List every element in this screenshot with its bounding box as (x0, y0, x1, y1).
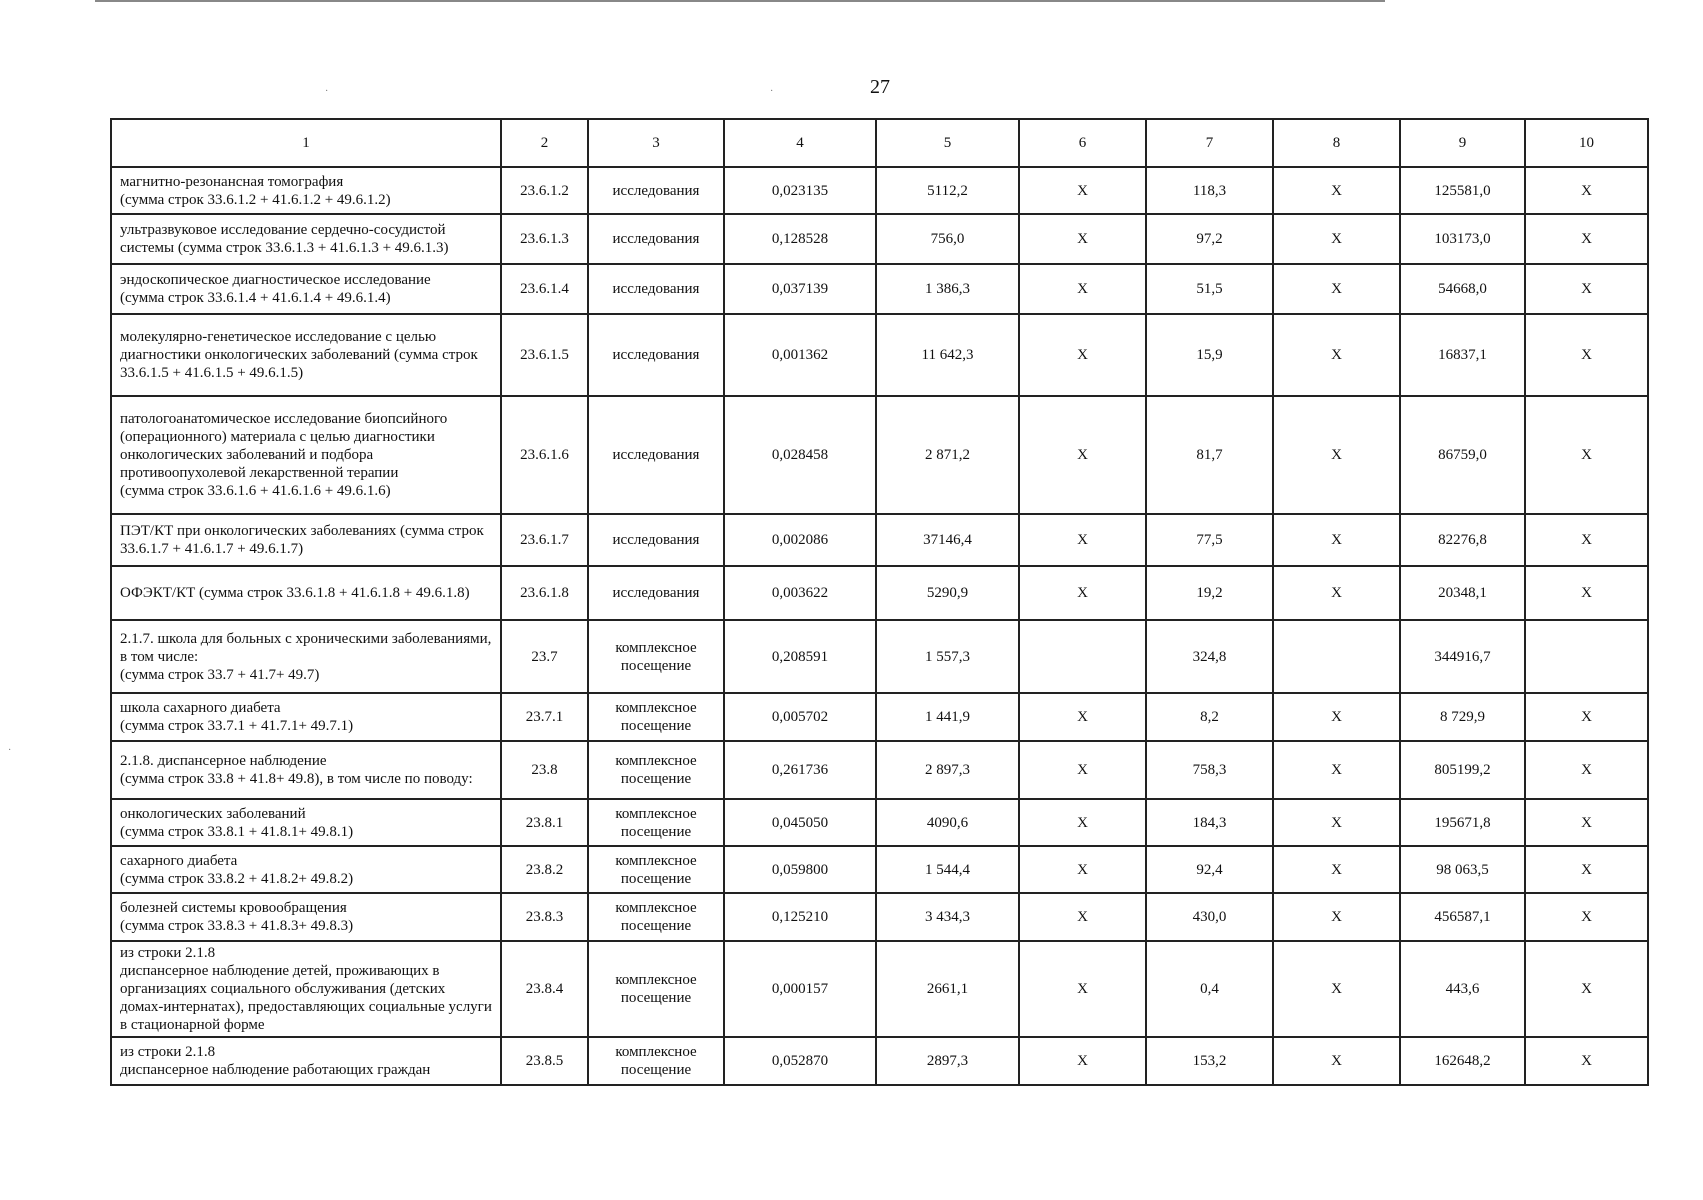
table-cell-col-7: 184,3 (1146, 799, 1273, 846)
table-cell-col-7: 97,2 (1146, 214, 1273, 264)
top-rule (95, 0, 1385, 2)
table-cell-col-4: 0,000157 (724, 941, 876, 1037)
table-cell-col-5: 756,0 (876, 214, 1019, 264)
table-cell-col-10: Х (1525, 799, 1648, 846)
header-cell-1: 1 (111, 119, 501, 167)
table-cell-col-3: исследования (588, 167, 724, 214)
table-cell-col-1: эндоскопическое диагностическое исследование (сумма строк 33.6.1.4 + 41.6.1.4 + 49.6.1.4) (111, 264, 501, 314)
table-cell-col-4: 0,261736 (724, 741, 876, 799)
table-cell-col-3: комплексное посещение (588, 941, 724, 1037)
table-cell-col-4: 0,208591 (724, 620, 876, 693)
table-row (111, 941, 1648, 1037)
table-row (111, 264, 1648, 314)
table-cell-col-6: Х (1019, 566, 1146, 620)
table-cell-col-9: 195671,8 (1400, 799, 1525, 846)
header-cell-2: 2 (501, 119, 588, 167)
header-cell-10: 10 (1525, 119, 1648, 167)
table-cell-col-9: 456587,1 (1400, 893, 1525, 941)
table-cell-col-4: 0,003622 (724, 566, 876, 620)
table-cell-col-9: 20348,1 (1400, 566, 1525, 620)
table-cell-col-1: 2.1.7. школа для больных с хроническими заболеваниями, в том числе: (сумма строк 33.7 + 41.7+ 49.7) (111, 620, 501, 693)
table-cell-col-3: комплексное посещение (588, 693, 724, 741)
table-cell-col-5: 2897,3 (876, 1037, 1019, 1085)
table-cell-col-3: комплексное посещение (588, 893, 724, 941)
table-cell-col-4: 0,001362 (724, 314, 876, 396)
table-row (111, 1037, 1648, 1085)
table-cell-col-10: Х (1525, 566, 1648, 620)
table-cell-col-3: исследования (588, 514, 724, 566)
table-cell-col-5: 5290,9 (876, 566, 1019, 620)
header-cell-7: 7 (1146, 119, 1273, 167)
table-cell-col-1: патологоанатомическое исследование биопсийного (операционного) материала с целью диагностики онкологических заболеваний и подбора противоопухолевой лекарственной терапии (сумма строк 33.6.1.6 + 41.6.1.6 + 49.6.1.6) (111, 396, 501, 514)
table-cell-col-7: 8,2 (1146, 693, 1273, 741)
table-cell-col-8: Х (1273, 741, 1400, 799)
table-cell-col-4: 0,045050 (724, 799, 876, 846)
table-cell-col-2: 23.8.2 (501, 846, 588, 893)
table-cell-col-6: Х (1019, 396, 1146, 514)
table-row (111, 167, 1648, 214)
table-cell-col-10: Х (1525, 893, 1648, 941)
table-cell-col-8: Х (1273, 396, 1400, 514)
table-row (111, 693, 1648, 741)
table-cell-col-9: 443,6 (1400, 941, 1525, 1037)
header-cell-5: 5 (876, 119, 1019, 167)
header-row (111, 119, 1648, 167)
table-cell-col-4: 0,037139 (724, 264, 876, 314)
table-cell-col-1: сахарного диабета (сумма строк 33.8.2 + 41.8.2+ 49.8.2) (111, 846, 501, 893)
table-cell-col-7: 92,4 (1146, 846, 1273, 893)
table-cell-col-3: исследования (588, 566, 724, 620)
table-cell-col-9: 162648,2 (1400, 1037, 1525, 1085)
table-cell-col-1: из строки 2.1.8 диспансерное наблюдение детей, проживающих в организациях социального обслуживания (детских домах-интернатах), предоставляющих социальные услуги в стационарной форме (111, 941, 501, 1037)
table-cell-col-2: 23.8.1 (501, 799, 588, 846)
table-cell-col-8: Х (1273, 314, 1400, 396)
table-cell-col-10: Х (1525, 167, 1648, 214)
table-cell-col-8: Х (1273, 167, 1400, 214)
table-cell-col-5: 4090,6 (876, 799, 1019, 846)
scan-speck: · (325, 86, 329, 97)
table-cell-col-8: Х (1273, 514, 1400, 566)
table-cell-col-4: 0,005702 (724, 693, 876, 741)
table-cell-col-7: 77,5 (1146, 514, 1273, 566)
table-cell-col-10: Х (1525, 314, 1648, 396)
table-cell-col-3: комплексное посещение (588, 741, 724, 799)
table-cell-col-3: исследования (588, 264, 724, 314)
table-cell-col-5: 1 441,9 (876, 693, 1019, 741)
table-cell-col-10: Х (1525, 514, 1648, 566)
table-cell-col-4: 0,125210 (724, 893, 876, 941)
table-cell-col-1: ультразвуковое исследование сердечно-сосудистой системы (сумма строк 33.6.1.3 + 41.6.1.3 + 49.6.1.3) (111, 214, 501, 264)
table-cell-col-9: 16837,1 (1400, 314, 1525, 396)
table-row (111, 893, 1648, 941)
table-row (111, 396, 1648, 514)
table-cell-col-5: 2 897,3 (876, 741, 1019, 799)
table-cell-col-2: 23.6.1.8 (501, 566, 588, 620)
table-cell-col-4: 0,052870 (724, 1037, 876, 1085)
table-row (111, 846, 1648, 893)
table-cell-col-9: 805199,2 (1400, 741, 1525, 799)
table-cell-col-7: 324,8 (1146, 620, 1273, 693)
table-cell-col-4: 0,128528 (724, 214, 876, 264)
table-cell-col-8 (1273, 620, 1400, 693)
table-cell-col-6: Х (1019, 741, 1146, 799)
table-cell-col-10: Х (1525, 264, 1648, 314)
table-cell-col-6: Х (1019, 941, 1146, 1037)
table-cell-col-2: 23.8 (501, 741, 588, 799)
header-cell-9: 9 (1400, 119, 1525, 167)
table-row (111, 741, 1648, 799)
table-cell-col-7: 430,0 (1146, 893, 1273, 941)
table-cell-col-8: Х (1273, 799, 1400, 846)
table-cell-col-2: 23.8.3 (501, 893, 588, 941)
table-cell-col-10 (1525, 620, 1648, 693)
table-cell-col-3: исследования (588, 396, 724, 514)
page-number: 27 (870, 76, 890, 98)
table-cell-col-2: 23.7 (501, 620, 588, 693)
table-cell-col-6: Х (1019, 214, 1146, 264)
table-cell-col-7: 19,2 (1146, 566, 1273, 620)
data-table (110, 118, 1649, 1086)
table-cell-col-3: комплексное посещение (588, 846, 724, 893)
table-cell-col-9: 98 063,5 (1400, 846, 1525, 893)
table-cell-col-1: ОФЭКТ/КТ (сумма строк 33.6.1.8 + 41.6.1.8 + 49.6.1.8) (111, 566, 501, 620)
table-cell-col-8: Х (1273, 214, 1400, 264)
table-row (111, 514, 1648, 566)
table-cell-col-6: Х (1019, 314, 1146, 396)
table-cell-col-1: магнитно-резонансная томография (сумма строк 33.6.1.2 + 41.6.1.2 + 49.6.1.2) (111, 167, 501, 214)
table-cell-col-5: 1 557,3 (876, 620, 1019, 693)
table-cell-col-7: 51,5 (1146, 264, 1273, 314)
table-cell-col-3: комплексное посещение (588, 620, 724, 693)
table-cell-col-2: 23.6.1.3 (501, 214, 588, 264)
table-cell-col-8: Х (1273, 941, 1400, 1037)
table-cell-col-5: 5112,2 (876, 167, 1019, 214)
table-cell-col-5: 2661,1 (876, 941, 1019, 1037)
header-cell-6: 6 (1019, 119, 1146, 167)
table-cell-col-7: 118,3 (1146, 167, 1273, 214)
table-cell-col-8: Х (1273, 846, 1400, 893)
table-cell-col-10: Х (1525, 741, 1648, 799)
table-cell-col-7: 81,7 (1146, 396, 1273, 514)
table-cell-col-10: Х (1525, 941, 1648, 1037)
table-cell-col-8: Х (1273, 1037, 1400, 1085)
table-cell-col-9: 344916,7 (1400, 620, 1525, 693)
table-row (111, 314, 1648, 396)
table-cell-col-6: Х (1019, 514, 1146, 566)
table-cell-col-7: 15,9 (1146, 314, 1273, 396)
table-cell-col-1: болезней системы кровообращения (сумма строк 33.8.3 + 41.8.3+ 49.8.3) (111, 893, 501, 941)
table-cell-col-6: Х (1019, 846, 1146, 893)
header-cell-3: 3 (588, 119, 724, 167)
table-row (111, 566, 1648, 620)
table-cell-col-6: Х (1019, 1037, 1146, 1085)
table-cell-col-5: 37146,4 (876, 514, 1019, 566)
table-cell-col-9: 8 729,9 (1400, 693, 1525, 741)
table-cell-col-2: 23.6.1.5 (501, 314, 588, 396)
table-cell-col-7: 0,4 (1146, 941, 1273, 1037)
table-cell-col-3: исследования (588, 314, 724, 396)
table-cell-col-9: 103173,0 (1400, 214, 1525, 264)
table-cell-col-5: 1 386,3 (876, 264, 1019, 314)
table-cell-col-2: 23.7.1 (501, 693, 588, 741)
scan-speck: · (770, 86, 774, 97)
table-cell-col-5: 1 544,4 (876, 846, 1019, 893)
table-cell-col-1: школа сахарного диабета (сумма строк 33.7.1 + 41.7.1+ 49.7.1) (111, 693, 501, 741)
table-cell-col-2: 23.8.4 (501, 941, 588, 1037)
header-cell-4: 4 (724, 119, 876, 167)
table-cell-col-8: Х (1273, 893, 1400, 941)
table-row (111, 214, 1648, 264)
table-cell-col-1: ПЭТ/КТ при онкологических заболеваниях (сумма строк 33.6.1.7 + 41.6.1.7 + 49.6.1.7) (111, 514, 501, 566)
table-cell-col-1: 2.1.8. диспансерное наблюдение (сумма строк 33.8 + 41.8+ 49.8), в том числе по поводу: (111, 741, 501, 799)
table-cell-col-3: комплексное посещение (588, 1037, 724, 1085)
table-row (111, 799, 1648, 846)
table-cell-col-9: 54668,0 (1400, 264, 1525, 314)
table-cell-col-10: Х (1525, 396, 1648, 514)
table-cell-col-4: 0,002086 (724, 514, 876, 566)
table-cell-col-3: исследования (588, 214, 724, 264)
table-cell-col-10: Х (1525, 1037, 1648, 1085)
table-cell-col-6: Х (1019, 264, 1146, 314)
table-cell-col-10: Х (1525, 846, 1648, 893)
table-cell-col-6: Х (1019, 893, 1146, 941)
table-cell-col-8: Х (1273, 566, 1400, 620)
table-cell-col-3: комплексное посещение (588, 799, 724, 846)
table-cell-col-7: 153,2 (1146, 1037, 1273, 1085)
table-cell-col-5: 2 871,2 (876, 396, 1019, 514)
table-cell-col-7: 758,3 (1146, 741, 1273, 799)
table-cell-col-4: 0,028458 (724, 396, 876, 514)
table-cell-col-4: 0,059800 (724, 846, 876, 893)
table-cell-col-9: 125581,0 (1400, 167, 1525, 214)
table-cell-col-9: 86759,0 (1400, 396, 1525, 514)
table-cell-col-2: 23.6.1.4 (501, 264, 588, 314)
table-cell-col-8: Х (1273, 264, 1400, 314)
table-cell-col-6 (1019, 620, 1146, 693)
table-cell-col-6: Х (1019, 693, 1146, 741)
table-cell-col-2: 23.8.5 (501, 1037, 588, 1085)
table-cell-col-2: 23.6.1.2 (501, 167, 588, 214)
table-cell-col-1: онкологических заболеваний (сумма строк 33.8.1 + 41.8.1+ 49.8.1) (111, 799, 501, 846)
table-cell-col-6: Х (1019, 167, 1146, 214)
table-body (111, 119, 1648, 1085)
table-cell-col-8: Х (1273, 693, 1400, 741)
table-cell-col-10: Х (1525, 693, 1648, 741)
table-cell-col-5: 3 434,3 (876, 893, 1019, 941)
table-row (111, 620, 1648, 693)
table-cell-col-6: Х (1019, 799, 1146, 846)
table-cell-col-1: из строки 2.1.8 диспансерное наблюдение работающих граждан (111, 1037, 501, 1085)
table-cell-col-2: 23.6.1.6 (501, 396, 588, 514)
scan-speck: · (8, 745, 12, 756)
table-cell-col-1: молекулярно-генетическое исследование с целью диагностики онкологических заболеваний (сумма строк 33.6.1.5 + 41.6.1.5 + 49.6.1.5) (111, 314, 501, 396)
table-cell-col-2: 23.6.1.7 (501, 514, 588, 566)
table-cell-col-9: 82276,8 (1400, 514, 1525, 566)
header-cell-8: 8 (1273, 119, 1400, 167)
table-cell-col-4: 0,023135 (724, 167, 876, 214)
table-cell-col-5: 11 642,3 (876, 314, 1019, 396)
table-cell-col-10: Х (1525, 214, 1648, 264)
